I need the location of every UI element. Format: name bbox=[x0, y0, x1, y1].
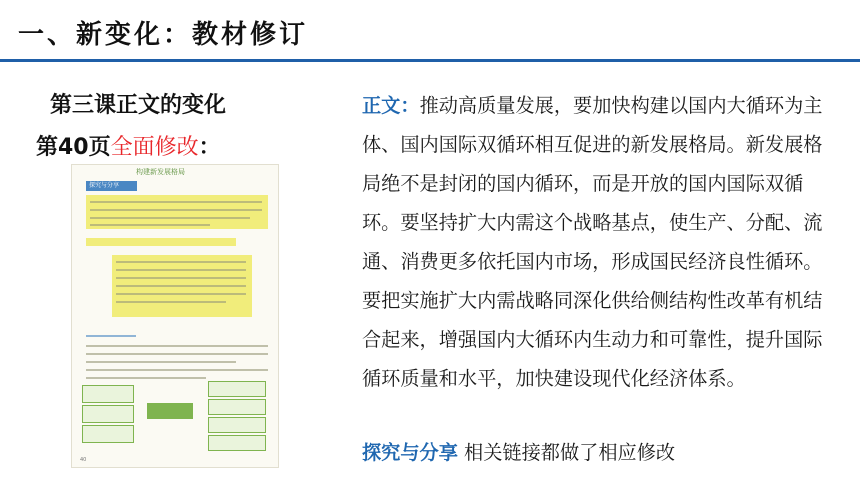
thumbnail-tag: 探究与分享 bbox=[86, 181, 137, 191]
diagram-box bbox=[208, 381, 266, 397]
text-line bbox=[86, 377, 206, 379]
text-line bbox=[116, 293, 246, 295]
text-line bbox=[86, 369, 268, 371]
diagram-box bbox=[82, 405, 134, 423]
diagram-box bbox=[82, 385, 134, 403]
thumbnail-page-number: 40 bbox=[80, 457, 87, 463]
text-line bbox=[116, 301, 226, 303]
text-line bbox=[90, 209, 262, 211]
text-line bbox=[90, 217, 250, 219]
footer-label: 探究与分享 bbox=[362, 441, 458, 464]
slide-title: 一、新变化：教材修订 bbox=[18, 20, 309, 50]
text-line bbox=[86, 335, 136, 337]
text-line bbox=[86, 361, 236, 363]
section-subtitle: 第三课正文的变化 bbox=[50, 93, 227, 118]
colon: ： bbox=[198, 135, 221, 160]
text-line bbox=[116, 261, 246, 263]
diagram-box bbox=[208, 399, 266, 415]
diagram-box bbox=[82, 425, 134, 443]
footer-text: 相关链接都做了相应修改 bbox=[464, 441, 676, 464]
text-line bbox=[90, 224, 210, 226]
page-change-note bbox=[36, 130, 221, 161]
title-divider bbox=[0, 59, 860, 62]
diagram-box bbox=[208, 435, 266, 451]
body-text: 推动高质量发展，要加快构建以国内大循环为主体、国内国际双循环相互促进的新发展格局。新发展格局绝不是封闭的国内循环，而是开放的国内国际双循环。要坚持扩大内需这个战略基点，使生产、分配、流通、消费更多依托国内市场，形成国民经济良性循环。要把实施扩大内需战略同深化供给侧结构性改革有机结合起来，增强国内大循环内生动力和可靠性，提升国际循环质量和水平，加快建设现代化经济体系。 bbox=[362, 94, 823, 390]
thumbnail-page-title: 构建新发展格局 bbox=[136, 168, 185, 176]
body-paragraph bbox=[362, 86, 840, 398]
text-line bbox=[90, 201, 262, 203]
text-line bbox=[116, 285, 246, 287]
change-highlight: 全面修改 bbox=[110, 135, 199, 160]
diagram-box bbox=[208, 417, 266, 433]
text-line bbox=[86, 345, 268, 347]
textbook-page-thumbnail bbox=[72, 165, 278, 467]
highlight-block bbox=[86, 238, 236, 246]
text-line bbox=[116, 269, 246, 271]
text-line bbox=[86, 353, 268, 355]
body-label: 正文： bbox=[362, 94, 420, 117]
page-ref: 第40页 bbox=[36, 135, 111, 160]
footer-note bbox=[362, 438, 675, 465]
text-line bbox=[116, 277, 246, 279]
diagram-center-box bbox=[147, 403, 193, 419]
